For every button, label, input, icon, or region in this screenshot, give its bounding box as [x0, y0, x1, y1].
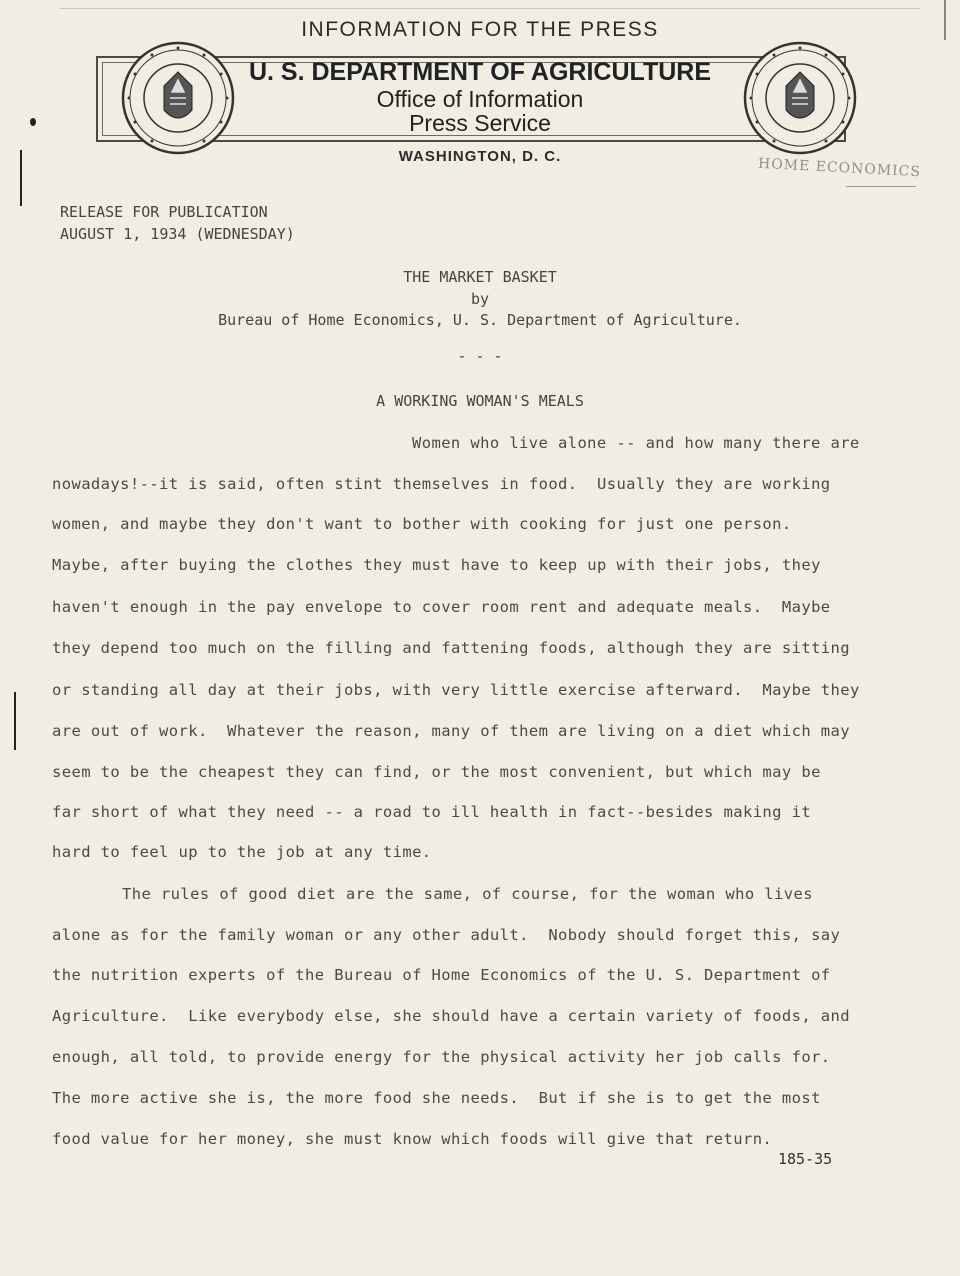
body-line: food value for her money, she must know which foods will give that return.: [52, 1130, 773, 1148]
margin-bar: [20, 150, 22, 206]
body-line: are out of work. Whatever the reason, many of them are living on a diet which may: [52, 722, 851, 740]
office-name: Office of Information: [376, 86, 584, 112]
byline-by: by: [470, 290, 490, 308]
body-line: nowadays!--it is said, often stint themselves in food. Usually they are working: [52, 475, 831, 493]
body-line: or standing all day at their jobs, with very little exercise afterward. Maybe they: [52, 681, 860, 699]
page-number: 185-35: [778, 1150, 833, 1168]
body-line: seem to be the cheapest they can find, or the most convenient, but which may be: [52, 763, 821, 781]
body-line: The rules of good diet are the same, of course, for the woman who lives: [122, 885, 813, 903]
home-economics-stamp: HOME ECONOMICS: [757, 155, 922, 181]
body-line: Agriculture. Like everybody else, she should have a certain variety of foods, and: [52, 1007, 851, 1025]
release-date: AUGUST 1, 1934 (WEDNESDAY): [60, 225, 295, 243]
body-line: enough, all told, to provide energy for the physical activity her job calls for.: [52, 1048, 831, 1066]
margin-dot: [30, 118, 36, 126]
body-line: Maybe, after buying the clothes they must have to keep up with their jobs, they: [52, 556, 821, 574]
release-line-1: RELEASE FOR PUBLICATION: [60, 203, 268, 221]
body-line: Women who live alone -- and how many there are: [412, 434, 860, 452]
top-rule: [60, 8, 920, 9]
body-line: far short of what they need -- a road to ill health in fact--besides making it: [52, 803, 812, 821]
city-line: WASHINGTON, D. C.: [398, 148, 562, 165]
body-line: The more active she is, the more food she needs. But if she is to get the most: [52, 1089, 821, 1107]
body-line: alone as for the family woman or any other adult. Nobody should forget this, say: [52, 926, 841, 944]
margin-bar: [944, 0, 946, 40]
byline-bureau: Bureau of Home Economics, U. S. Department of Agriculture.: [218, 311, 742, 329]
article-heading: A WORKING WOMAN'S MEALS: [376, 392, 584, 410]
body-line: they depend too much on the filling and fattening foods, although they are sitting: [52, 639, 851, 657]
stamp-rule: [846, 186, 916, 187]
info-for-press-line: INFORMATION FOR THE PRESS: [301, 18, 659, 41]
separator: - - -: [457, 347, 503, 365]
margin-bar: [14, 692, 16, 750]
body-line: women, and maybe they don't want to bother with cooking for just one person.: [52, 515, 792, 533]
department-name: U. S. DEPARTMENT OF AGRICULTURE: [248, 58, 712, 86]
press-service-name: Press Service: [409, 110, 551, 136]
body-line: haven't enough in the pay envelope to cover room rent and adequate meals. Maybe: [52, 598, 831, 616]
article-title: THE MARKET BASKET: [403, 268, 557, 286]
body-line: hard to feel up to the job at any time.: [52, 843, 432, 861]
body-line: the nutrition experts of the Bureau of Home Economics of the U. S. Department of: [52, 966, 831, 984]
